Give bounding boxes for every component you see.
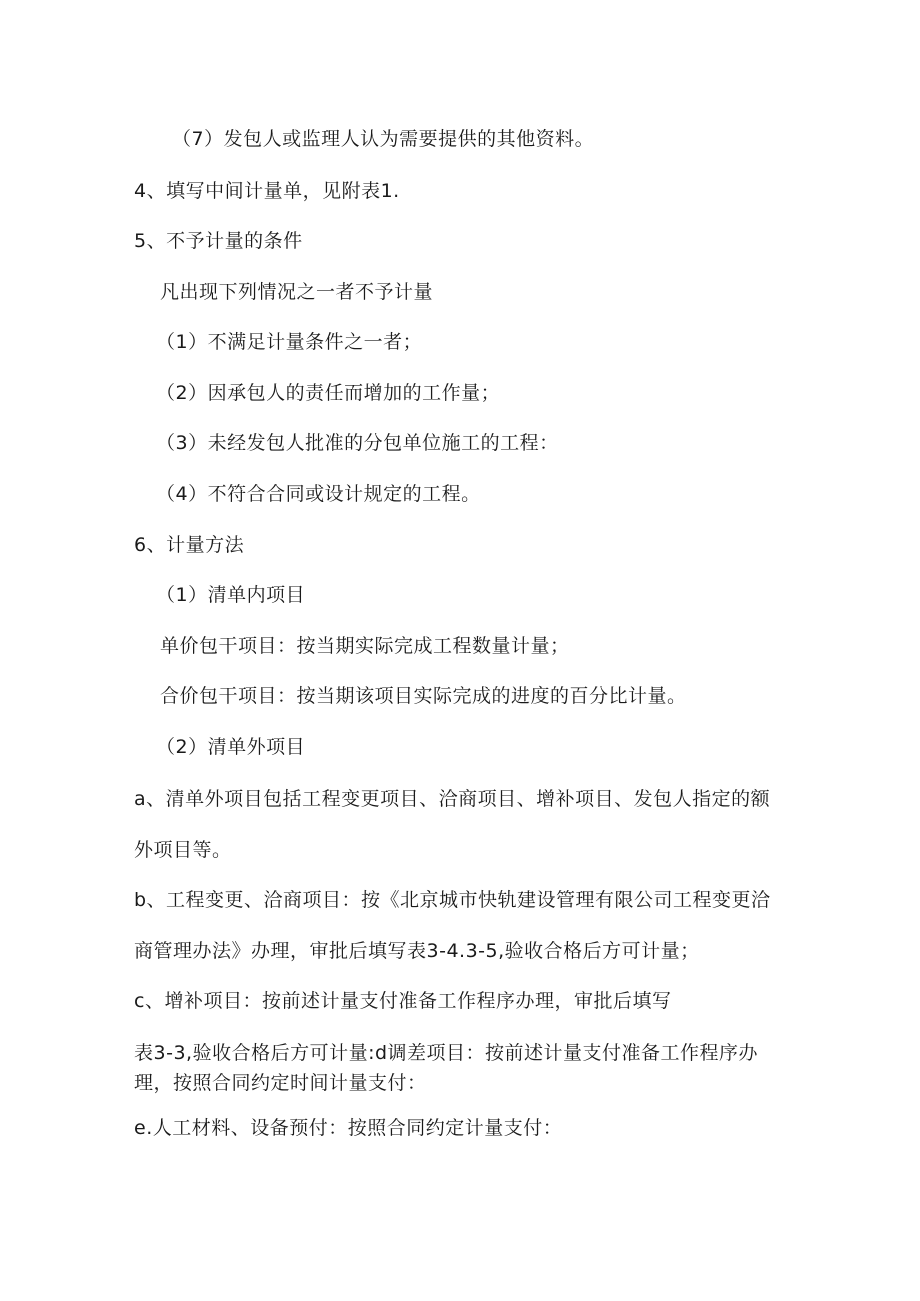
paragraph-e: e.人工材料、设备预付：按照合同约定计量支付： bbox=[134, 1117, 563, 1139]
paragraph-a-line-1: a、清单外项目包括工程变更项目、洽商项目、增补项目、发包人指定的额 bbox=[134, 788, 771, 810]
section-6-heading: 6、计量方法 bbox=[134, 534, 245, 556]
paragraph-c-line-2: 表3-3,验收合格后方可计量:d调差项目：按前述计量支付准备工作程序办 bbox=[134, 1042, 759, 1064]
section-5-item-4: （4）不符合合同或设计规定的工程。 bbox=[156, 483, 481, 505]
section-5-item-1: （1）不满足计量条件之一者； bbox=[156, 331, 423, 353]
section-5-intro: 凡出现下列情况之一者不予计量 bbox=[160, 281, 434, 303]
section-4-heading: 4、填写中间计量单，见附表1. bbox=[134, 180, 400, 202]
item-7-other-materials: （7）发包人或监理人认为需要提供的其他资料。 bbox=[172, 128, 595, 150]
paragraph-a-line-2: 外项目等。 bbox=[134, 839, 232, 861]
unit-price-items: 单价包干项目：按当期实际完成工程数量计量； bbox=[160, 635, 570, 657]
lump-sum-items: 合价包干项目：按当期该项目实际完成的进度的百分比计量。 bbox=[160, 685, 687, 707]
section-6-item-1: （1）清单内项目 bbox=[156, 584, 306, 606]
section-5-item-3: （3）未经发包人批准的分包单位施工的工程： bbox=[156, 432, 559, 454]
paragraph-b-line-1: b、工程变更、洽商项目：按《北京城市快轨建设管理有限公司工程变更洽 bbox=[134, 889, 771, 911]
paragraph-c-line-1: c、增补项目：按前述计量支付准备工作程序办理，审批后填写 bbox=[134, 990, 672, 1012]
paragraph-b-line-2: 商管理办法》办理，审批后填写表3-4.3-5,验收合格后方可计量； bbox=[134, 940, 700, 962]
paragraph-c-line-3: 理，按照合同约定时间计量支付： bbox=[134, 1072, 427, 1094]
section-5-heading: 5、不予计量的条件 bbox=[134, 230, 303, 252]
section-6-item-2: （2）清单外项目 bbox=[156, 736, 306, 758]
section-5-item-2: （2）因承包人的责任而增加的工作量； bbox=[156, 382, 501, 404]
